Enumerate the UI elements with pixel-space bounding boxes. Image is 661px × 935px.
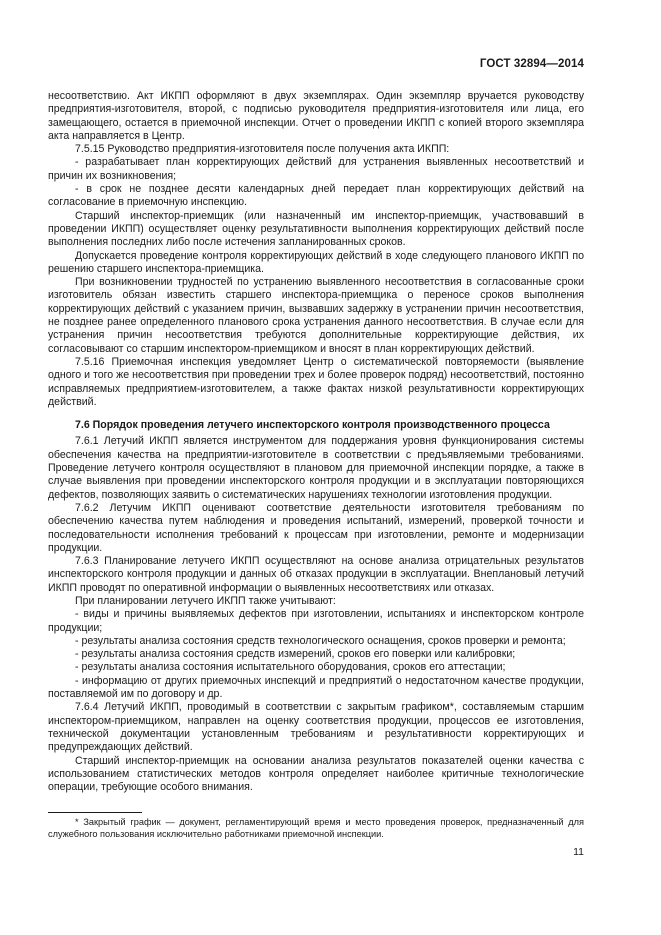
section-heading: 7.6 Порядок проведения летучего инспекторского контроля производственного процесса xyxy=(75,419,550,432)
paragraph: - разрабатывает план корректирующих действий для устранения выявленных несоответствий и причин их возникновения; xyxy=(48,156,584,182)
paragraph: - информацию от других приемочных инспекций и предприятий о недостаточном качестве продукции, поставляемой им по договору и др. xyxy=(48,674,584,701)
footnote-divider xyxy=(48,812,142,813)
paragraph: - в срок не позднее десяти календарных дней передает план корректирующих действий на согласование в приемочную инспекцию. xyxy=(48,183,584,209)
paragraph: Допускается проведение контроля корректирующих действий в ходе следующего планового ИКПП по решению старшего инспектора-приемщика. xyxy=(48,249,584,275)
paragraph: При возникновении трудностей по устранению выявленного несоответствия в согласованные сроки изготовитель обязан известить старшего инспектора-приемщика о переносе сроков выполнения корректирующих действий с указанием причин, вызвавших задержку в устранении причин несоответствия, не позднее ранее определенного планового срока устранения данного несоответствия. В случае если для устранения причин несоответствия требуются дополнительные корректирующие действия, их согласовывают со старшим инспектором-приемщиком и вносят в план корректирующих действий. xyxy=(48,276,584,355)
standard-header: ГОСТ 32894—2014 xyxy=(479,58,584,70)
paragraph: - результаты анализа состояния средств технологического оснащения, сроков проверки и ремонта; xyxy=(75,634,566,647)
body-text xyxy=(48,90,584,794)
paragraph: Старший инспектор-приемщик на основании анализа результатов показателей оценки качества с использованием статистических методов контроля определяет наиболее критичные технологические операции, требующие особого внимания. xyxy=(48,754,584,794)
paragraph: 7.5.16 Приемочная инспекция уведомляет Центр о систематической повторяемости (выявление одного и того же несоответствия при проведении трех и более проверок подряд) несоответствий, постоянно исправляемых предприятием-изготовителем, а также фактах низкой результативности корректирующих действий. xyxy=(48,355,584,408)
page-number: 11 xyxy=(573,846,584,858)
paragraph: 7.6.1 Летучий ИКПП является инструментом для поддержания уровня функционирования системы обеспечения качества на предприятии-изготовителе в соответствии с предъявляемыми требованиями. Проведение летучего контроля осуществляют в плановом для приемочной инспекции порядке, а также в случае выявления при проведении инспекторского контроля продукции и в эксплуатации повторяющихся дефектов, позволяющих заявить о систематических нарушениях технологии изготовления продукции. xyxy=(48,435,584,501)
paragraph: 7.5.15 Руководство предприятия-изготовителя после получения акта ИКПП: xyxy=(75,143,450,156)
paragraph: 7.6.3 Планирование летучего ИКПП осуществляют на основе анализа отрицательных результатов инспекторского контроля продукции и данных об отказах продукции в эксплуатации. Внеплановый летучий ИКПП проводят по оперативной информации о выявленных несоответствиях или отказах. xyxy=(48,555,584,594)
paragraph: 7.6.2 Летучим ИКПП оценивают соответствие деятельности изготовителя требованиям по обеспечению качества путем наблюдения и проведения испытаний, измерений, проверкой точности и последовательности исполнения требований к процессам при изготовлении, ремонте и модернизации продукции. xyxy=(48,501,584,554)
paragraph: Старший инспектор-приемщик (или назначенный им инспектор-приемщик, участвовавший в проведении ИКПП) осуществляет оценку результативности выполнения корректирующих действий после выполнения последних либо после истечения запланированных сроков. xyxy=(48,209,584,249)
paragraph: При планировании летучего ИКПП также учитывают: xyxy=(75,594,336,607)
footnote: * Закрытый график — документ, регламентирующий время и место проведения проверок, предназначенный для служебного пользования исключительно работниками приемочной инспекции. xyxy=(48,817,584,839)
paragraph: - виды и причины выявляемых дефектов при изготовлении, испытаниях и инспекторском контроле продукции; xyxy=(48,608,584,634)
paragraph: несоответствию. Акт ИКПП оформляют в двух экземплярах. Один экземпляр вручается руководству предприятия-изготовителя, второй, с подписью руководителя предприятия-изготовителя или лица, его замещающего, остается в приемочной инспекции. Отчет о проведении ИКПП с копией второго экземпляра акта направляется в Центр. xyxy=(48,90,584,142)
paragraph: 7.6.4 Летучий ИКПП, проводимый в соответствии с закрытым графиком*, составляемым старшим инспектором-приемщиком, направлен на оценку соответствия продукции, процессов ее изготовления, технической документации установленным требованиям и результативности корректирующих и предупреждающих действий. xyxy=(48,701,584,754)
document-page xyxy=(48,58,584,794)
paragraph: - результаты анализа состояния испытательного оборудования, сроков его аттестации; xyxy=(75,661,506,674)
paragraph: - результаты анализа состояния средств измерений, сроков его поверки или калибровки; xyxy=(75,648,516,661)
